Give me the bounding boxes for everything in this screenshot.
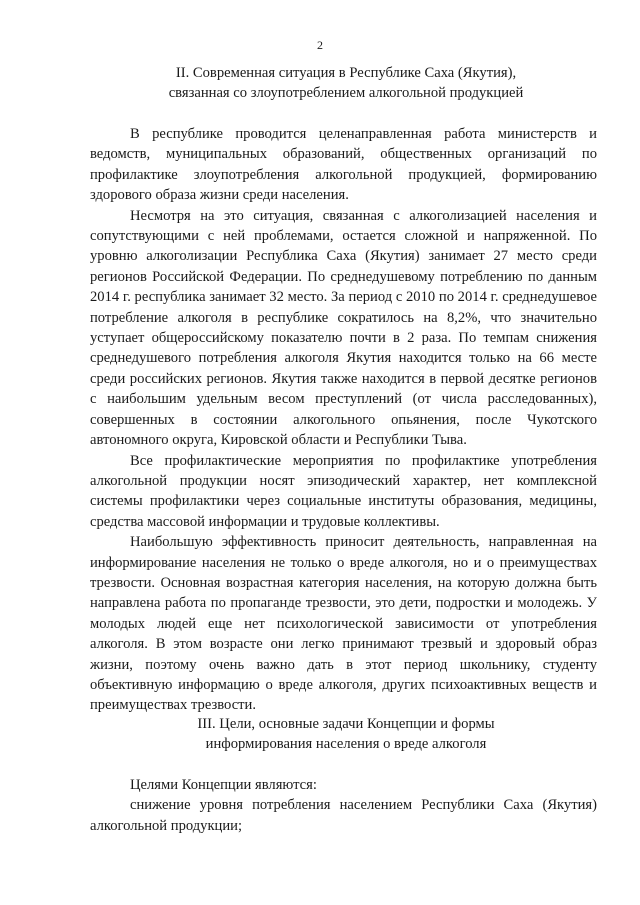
- section-2-heading-line: II. Современная ситуация в Республике Саха (Якутия),: [175, 65, 517, 81]
- section-3-body: [90, 775, 597, 836]
- paragraph: Наибольшую эффективность приносит деятельность, направленная на информирование населения не только о вреде алкоголя, но и о преимуществах трезвости. Основная возрастная категория населения, на которую должна быть направлена работа по пропаганде трезвости, это дети, подростки и молодежь. У молодых людей еще нет психологической зависимости от употребления алкоголя. В этом возрасте они легко принимают трезвый и здоровый образ жизни, поэтому очень важно дать в этот период школьнику, студенту объективную информацию о вреде алкоголя, других психоактивных веществ и преимуществах трезвости.: [90, 534, 597, 714]
- section-2-heading: [90, 63, 602, 103]
- paragraph: Несмотря на это ситуация, связанная с алкоголизацией населения и сопутствующими с ней проблемами, остается сложной и напряженной. По уровню алкоголизации Республика Саха (Якутия) занимает 27 место среди регионов Российской Федерации. По среднедушевому потреблению по данным 2014 г. республика занимает 32 место. За период с 2010 по 2014 г. среднедушевое потребление алкоголя в республике сократилось на 8,2%, что значительно уступает общероссийскому показателю почти в 2 раза. По темпам снижения среднедушевого потребления алкоголя Якутия находится только на 66 месте среди российских регионов. Якутия также находится в первой десятке регионов с наибольшим удельным весом преступлений (от числа расследованных), совершенных в состоянии алкогольного опьянения, после Чукотского автономного округа, Кировской области и Республики Тыва.: [90, 207, 597, 449]
- paragraph: Все профилактические мероприятия по профилактике употребления алкогольной продукции носят эпизодический характер, нет комплексной системы профилактики через социальные институты образования, медицины, средства массовой информации и трудовые коллективы.: [90, 452, 597, 530]
- page-number: 2: [317, 38, 323, 52]
- section-3-heading: [160, 714, 532, 754]
- paragraph: Целями Концепции являются:: [130, 777, 317, 793]
- paragraph: В республике проводится целенаправленная работа министерств и ведомств, муниципальных образований, общественных организаций по профилактике злоупотребления алкогольной продукцией, формированию здорового образа жизни среди населения.: [90, 126, 597, 204]
- section-3-heading-line: информирования населения о вреде алкоголя: [205, 736, 487, 752]
- paragraph: снижение уровня потребления населением Республики Саха (Якутия) алкогольной продукции;: [90, 797, 597, 834]
- section-2-heading-line: связанная со злоупотреблением алкогольной продукцией: [168, 85, 524, 101]
- section-2-body: [90, 124, 597, 716]
- section-3-heading-line: III. Цели, основные задачи Концепции и формы: [197, 716, 495, 732]
